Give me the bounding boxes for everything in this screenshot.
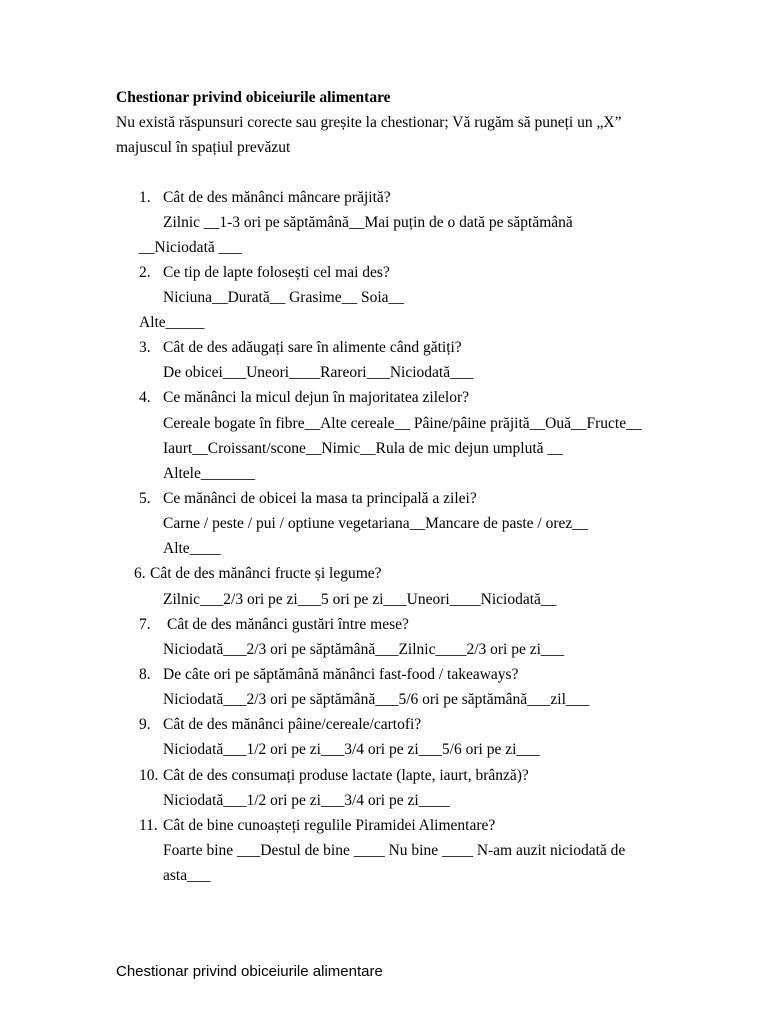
answer-options: Niciodată___1/2 ori pe zi___3/4 ori pe zi___5/6 ori pe zi___ [163,741,540,758]
question-number: 9. [139,716,151,733]
answer-options: Niciuna__Durată__ Grasime__ Soia__ [163,289,405,306]
answer-options: __Niciodată ___ [139,239,242,256]
answer-options: Alte_____ [139,314,205,331]
question-text: Cât de des mănânci gustări între mese? [167,616,409,633]
page-footer: Chestionar privind obiceiurile alimentare [116,963,383,980]
question-text: Cât de des mănânci pâine/cereale/cartofi? [163,716,422,733]
question-number: 6. [134,565,146,582]
answer-options: De obicei___Uneori____Rareori___Niciodată___ [163,364,474,381]
question-number: 10. [139,767,159,784]
answer-options: Niciodată___2/3 ori pe săptămână___5/6 ori pe săptămână___zil___ [163,691,590,708]
question-number: 8. [139,666,151,683]
question-number: 7. [139,616,151,633]
question-number: 1. [139,189,151,206]
answer-options: asta___ [163,867,211,884]
answer-options: Niciodată___2/3 ori pe săptămână___Zilnic____2/3 ori pe zi___ [163,641,565,658]
intro-line-2: majuscul în spațiul prevăzut [116,139,291,156]
question-number: 3. [139,339,151,356]
document-title: Chestionar privind obiceiurile alimentare [116,89,391,106]
question-text: Cât de des mănânci mâncare prăjită? [163,189,391,206]
question-text: Cât de des adăugați sare în alimente când gătiți? [163,339,462,356]
answer-options: Niciodată___1/2 ori pe zi___3/4 ori pe zi____ [163,792,450,809]
intro-line-1: Nu există răspunsuri corecte sau greșite la chestionar; Vă rugăm să puneți un „X” [116,114,622,131]
answer-options: Zilnic __1-3 ori pe săptămână__Mai puțin de o dată pe săptămână [163,214,573,231]
question-text: Cât de bine cunoașteți regulile Piramidei Alimentare? [163,817,496,834]
answer-options: Iaurt__Croissant/scone__Nimic__Rula de mic dejun umplută __ [163,440,563,457]
question-text: Cât de des mănânci fructe și legume? [150,565,382,582]
answer-options: Foarte bine ___Destul de bine ____ Nu bine ____ N-am auzit niciodată de [163,842,626,859]
answer-options: Alte____ [163,540,221,557]
question-text: Ce mănânci de obicei la masa ta principală a zilei? [163,490,477,507]
question-number: 11. [139,817,158,834]
question-text: De câte ori pe săptămână mănânci fast-food / takeaways? [163,666,519,683]
answer-options: Carne / peste / pui / optiune vegetariana__Mancare de paste / orez__ [163,515,588,532]
question-text: Ce mănânci la micul dejun în majoritatea zilelor? [163,389,470,406]
question-text: Ce tip de lapte folosești cel mai des? [163,264,390,281]
answer-options: Altele_______ [163,465,256,482]
answer-options: Cereale bogate în fibre__Alte cereale__ Pâine/pâine prăjită__Ouă__Fructe__ [163,415,642,432]
answer-options: Zilnic___2/3 ori pe zi___5 ori pe zi___Uneori____Niciodată__ [163,591,557,608]
question-text: Cât de des consumați produse lactate (lapte, iaurt, brânză)? [163,767,529,784]
question-number: 5. [139,490,151,507]
question-number: 2. [139,264,151,281]
question-number: 4. [139,389,151,406]
